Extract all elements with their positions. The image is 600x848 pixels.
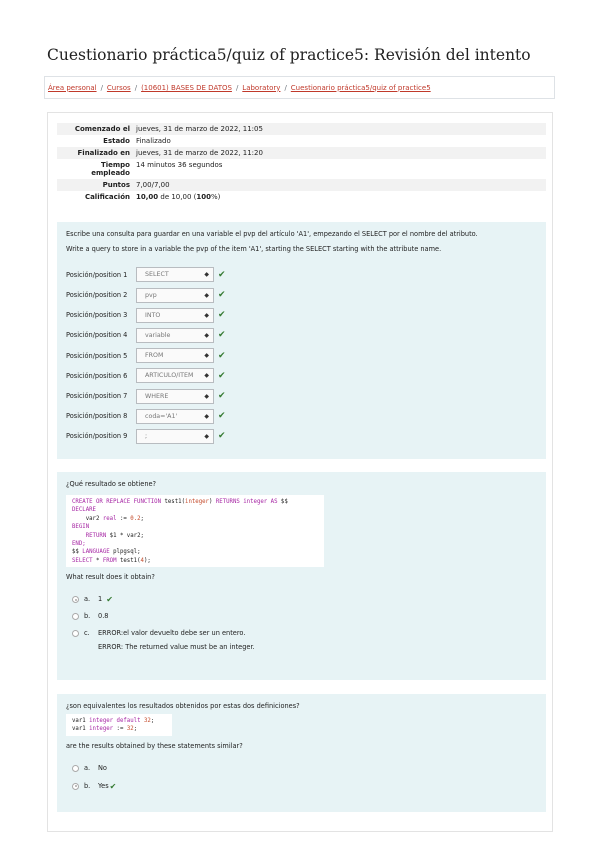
position-row: [66, 325, 537, 345]
answer-c[interactable]: c. ERROR:el valor devuelto debe ser un entero. ERROR: The returned value must be an integer.: [66, 629, 537, 654]
breadcrumb-quiz[interactable]: Cuestionario práctica5/quiz of practice5: [290, 83, 431, 92]
position-label: Posición/position 4: [66, 331, 128, 340]
state-label: Estado: [103, 137, 130, 145]
question-3: [57, 694, 546, 812]
position-label: Posición/position 7: [66, 392, 128, 400]
position-select[interactable]: ; ◆: [136, 429, 214, 444]
position-row: [66, 386, 537, 406]
started-value: jueves, 31 de marzo de 2022, 11:05: [136, 125, 263, 133]
check-icon: ✔: [218, 269, 226, 280]
question-1-text-es: Escribe una consulta para guardar en una variable el pvp del artículo 'A1', empezando el SELECT por el nombre del atributo.: [66, 230, 478, 238]
updown-icon: ◆: [204, 432, 209, 440]
question-1-text-en: Write a query to store in a variable the pvp of the item 'A1', starting the SELECT starting with the attribute name.: [66, 244, 442, 253]
radio-3a[interactable]: [72, 765, 79, 772]
time-value: 14 minutos 36 segundos: [136, 161, 223, 169]
updown-icon: ◆: [204, 291, 209, 299]
check-icon: ✔: [218, 330, 226, 341]
position-row: [66, 305, 537, 325]
position-label: Posición/position 9: [66, 432, 128, 441]
time-label: Tiempo empleado: [91, 161, 130, 177]
updown-icon: ◆: [204, 331, 209, 339]
check-icon: ✔: [218, 411, 226, 422]
question-3-text-en: are the results obtained by these statements similar?: [66, 741, 243, 750]
check-icon: ✔: [218, 290, 226, 301]
updown-icon: ◆: [204, 352, 209, 360]
answer-3a[interactable]: a. No: [66, 764, 537, 772]
check-icon: ✔: [218, 370, 226, 381]
breadcrumb-section[interactable]: Laboratory: [242, 83, 281, 92]
question-3-text-es: ¿son equivalentes los resultados obtenidos por estas dos definiciones?: [66, 702, 300, 710]
code-block-2: var1 integer default 32; var1 integer := 32;: [66, 714, 172, 736]
positions-list: [66, 265, 537, 447]
position-row: [66, 265, 537, 285]
updown-icon: ◆: [204, 412, 209, 420]
position-row: [66, 406, 537, 426]
updown-icon: ◆: [204, 271, 209, 279]
position-select[interactable]: INTO ◆: [136, 308, 214, 323]
position-label: Posición/position 6: [66, 371, 128, 380]
radio-3b[interactable]: [72, 783, 79, 790]
check-icon: ✔: [218, 310, 226, 321]
breadcrumb-courses[interactable]: Cursos: [106, 83, 131, 92]
code-block: CREATE OR REPLACE FUNCTION test1(integer) RETURNS integer AS $$ DECLARE var2 real := 0.2; BEGIN RETURN $1 * var2; END; $$ LANGUAGE plpgsql; SELECT * FROM test1(4);: [66, 495, 324, 567]
check-icon: ✔: [218, 391, 226, 401]
position-label: Posición/position 8: [66, 412, 128, 421]
check-icon: ✔: [109, 781, 117, 791]
page-title: Cuestionario práctica5/quiz of practice5: Revisión del intento: [47, 46, 531, 64]
radio-b[interactable]: [72, 613, 79, 620]
position-select[interactable]: coda='A1' ◆: [136, 409, 214, 424]
position-label: Posición/position 1: [66, 270, 128, 279]
attempt-summary: [57, 123, 546, 203]
question-1: [57, 222, 546, 459]
position-select[interactable]: variable ◆: [136, 328, 214, 343]
breadcrumb: Área personal / Cursos / (10601) BASES DE DATOS / Laboratory / Cuestionario práctica5/quiz of practice5: [44, 76, 555, 99]
state-value: Finalizado: [136, 137, 171, 145]
radio-a[interactable]: [72, 596, 79, 603]
position-row: [66, 366, 537, 386]
finished-value: jueves, 31 de marzo de 2022, 11:20: [136, 149, 263, 157]
position-row: [66, 426, 537, 446]
breadcrumb-home[interactable]: Área personal: [48, 83, 97, 92]
position-row: [66, 346, 537, 366]
question-2-text-en: What result does it obtain?: [66, 573, 155, 582]
updown-icon: ◆: [204, 392, 209, 400]
breadcrumb-course[interactable]: (10601) BASES DE DATOS: [141, 83, 232, 92]
position-select[interactable]: FROM ◆: [136, 348, 214, 363]
position-label: Posición/position 3: [66, 311, 128, 320]
check-icon: ✔: [218, 431, 226, 442]
position-select[interactable]: pvp ◆: [136, 288, 214, 303]
position-row: [66, 285, 537, 305]
radio-c[interactable]: [72, 630, 79, 637]
question-2: [57, 472, 546, 680]
points-value: 7,00/7,00: [136, 181, 170, 189]
answer-3b[interactable]: b. Yes ✔: [66, 782, 537, 791]
question-2-text-es: ¿Qué resultado se obtiene?: [66, 480, 157, 488]
position-label: Posición/position 5: [66, 351, 128, 360]
position-select[interactable]: ARTICULO/ITEM ◆: [136, 368, 214, 383]
started-label: Comenzado el: [74, 125, 130, 133]
points-label: Puntos: [102, 181, 130, 189]
check-icon: ✔: [218, 350, 226, 361]
grade-label: Calificación: [84, 193, 130, 201]
answer-b[interactable]: b. 0.8: [66, 612, 537, 620]
position-label: Posición/position 2: [66, 291, 128, 300]
check-icon: ✔: [106, 595, 113, 605]
updown-icon: ◆: [204, 311, 209, 319]
position-select[interactable]: WHERE ◆: [136, 389, 214, 404]
answer-a[interactable]: a. 1 ✔: [66, 595, 537, 604]
position-select[interactable]: SELECT ◆: [136, 267, 214, 282]
finished-label: Finalizado en: [77, 149, 130, 157]
grade-value: 10,00 de 10,00 (100%): [136, 193, 221, 201]
updown-icon: ◆: [204, 372, 209, 380]
